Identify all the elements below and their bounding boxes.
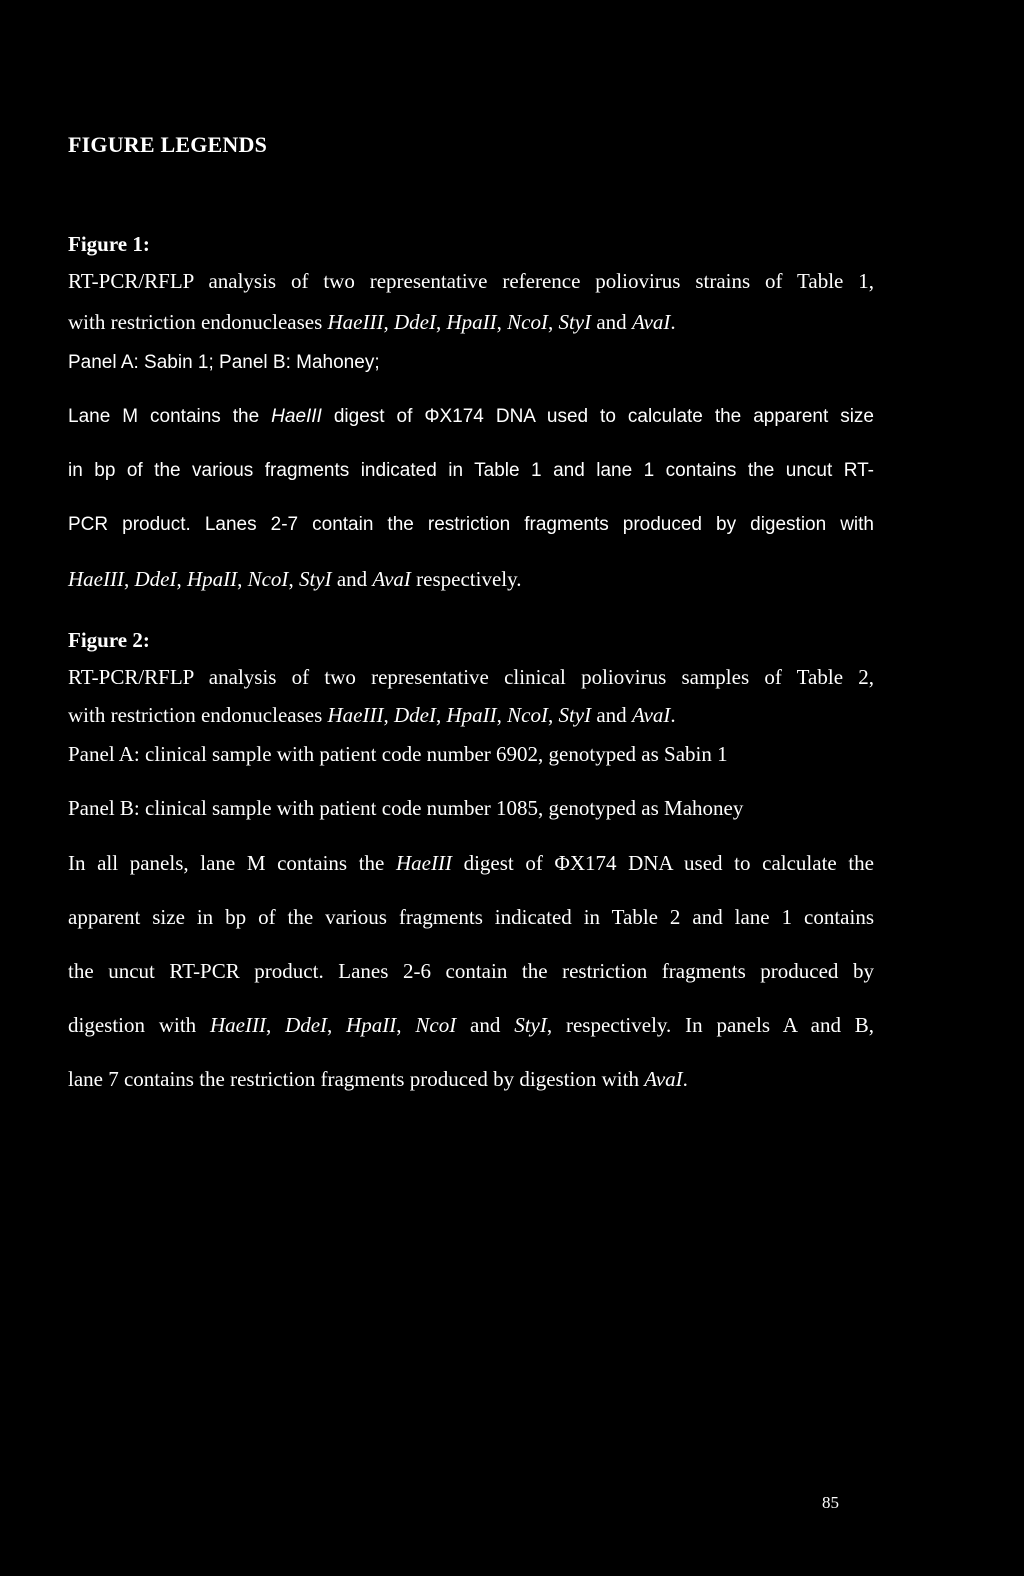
- text-run: , respectively. In panels A and B,: [546, 1013, 875, 1037]
- enzyme-name: HaeIII: [396, 851, 452, 875]
- enzyme-name: StyI: [558, 310, 592, 334]
- text-run: ,: [547, 310, 559, 334]
- text-run: ,: [435, 703, 447, 727]
- enzyme-name: DdeI: [393, 310, 436, 334]
- enzyme-name: DdeI: [285, 1013, 328, 1037]
- figure-2-line-2: [68, 705, 676, 726]
- figure-2-line-7: the uncut RT-PCR product. Lanes 2-6 contain the restriction fragments produced by: [68, 959, 874, 983]
- text-run: ,: [496, 703, 508, 727]
- enzyme-name: AvaI: [631, 703, 671, 727]
- enzyme-name: StyI: [514, 1013, 547, 1037]
- text-run: and: [331, 567, 373, 591]
- enzyme-name: AvaI: [644, 1067, 683, 1091]
- figure-2-line-5: [68, 853, 874, 874]
- text-run: with restriction endonucleases: [68, 310, 328, 334]
- enzyme-name: DdeI: [393, 703, 436, 727]
- enzyme-name: HpaII: [446, 310, 497, 334]
- text-run: ,: [123, 567, 135, 591]
- figure-2-line-9: [68, 1069, 688, 1090]
- enzyme-name: AvaI: [372, 567, 411, 591]
- enzyme-name: StyI: [298, 567, 332, 591]
- figure-1-line-3: Panel A: Sabin 1; Panel B: Mahoney;: [68, 352, 380, 373]
- text-run: and: [591, 703, 632, 727]
- text-run: with restriction endonucleases: [68, 703, 328, 727]
- text-run: .: [682, 1067, 688, 1091]
- text-run: digestion with: [68, 1013, 210, 1037]
- enzyme-name: HaeIII: [327, 703, 384, 727]
- text-run: respectively.: [410, 567, 522, 591]
- text-run: digest of ΦX174 DNA used to calculate the: [451, 851, 875, 875]
- text-run: .: [670, 310, 676, 334]
- figure-2-line-4: Panel B: clinical sample with patient code number 1085, genotyped as Mahoney: [68, 796, 744, 820]
- text-run: and: [456, 1013, 515, 1037]
- figure-2-line-1: RT-PCR/RFLP analysis of two representative clinical poliovirus samples of Table 2,: [68, 665, 874, 689]
- figure-1-line-2: [68, 312, 676, 333]
- text-run: ,: [383, 310, 394, 334]
- figure-2-line-3: Panel A: clinical sample with patient code number 6902, genotyped as Sabin 1: [68, 742, 728, 766]
- text-run: In all panels, lane M contains the: [68, 851, 396, 875]
- text-run: digest of ΦX174 DNA used to calculate the apparent size: [321, 406, 874, 427]
- figure-2-line-8: [68, 1015, 874, 1036]
- page-heading: FIGURE LEGENDS: [68, 132, 268, 157]
- text-run: ,: [265, 1013, 286, 1037]
- enzyme-name: HaeIII: [210, 1013, 266, 1037]
- text-run: ,: [435, 310, 447, 334]
- enzyme-name: HpaII: [346, 1013, 397, 1037]
- text-run: ,: [327, 1013, 347, 1037]
- enzyme-name: NcoI: [507, 310, 548, 334]
- enzyme-name: HpaII: [186, 567, 238, 591]
- text-run: ,: [383, 703, 394, 727]
- figure-1-title: Figure 1:: [68, 232, 150, 256]
- enzyme-name: NcoI: [415, 1013, 457, 1037]
- figure-1-line-4: [68, 407, 874, 426]
- figure-1-line-7: [68, 569, 522, 590]
- enzyme-name: NcoI: [507, 703, 548, 727]
- enzyme-name: NcoI: [247, 567, 289, 591]
- text-run: and: [591, 310, 632, 334]
- enzyme-name: HaeIII: [271, 406, 322, 427]
- enzyme-name: AvaI: [631, 310, 671, 334]
- text-run: ,: [496, 310, 508, 334]
- enzyme-name: HaeIII: [327, 310, 384, 334]
- text-run: ,: [176, 567, 187, 591]
- text-run: ,: [547, 703, 559, 727]
- text-run: ,: [288, 567, 299, 591]
- figure-1-line-5: in bp of the various fragments indicated in Table 1 and lane 1 contains the uncut RT-: [68, 460, 874, 481]
- text-run: ,: [396, 1013, 416, 1037]
- enzyme-name: HaeIII: [68, 567, 124, 591]
- figure-2-title: Figure 2:: [68, 628, 150, 652]
- figure-2-line-6: apparent size in bp of the various fragments indicated in Table 2 and lane 1 contains: [68, 905, 874, 929]
- text-run: lane 7 contains the restriction fragments produced by digestion with: [68, 1067, 645, 1091]
- figure-1-line-1: RT-PCR/RFLP analysis of two representative reference poliovirus strains of Table 1,: [68, 269, 874, 293]
- enzyme-name: HpaII: [446, 703, 497, 727]
- text-run: ,: [237, 567, 248, 591]
- figure-1-line-6: PCR product. Lanes 2-7 contain the restriction fragments produced by digestion with: [68, 514, 874, 535]
- text-run: .: [670, 703, 676, 727]
- page-number: 85: [822, 1493, 839, 1512]
- text-run: Lane M contains the: [68, 406, 272, 427]
- enzyme-name: DdeI: [134, 567, 177, 591]
- enzyme-name: StyI: [558, 703, 592, 727]
